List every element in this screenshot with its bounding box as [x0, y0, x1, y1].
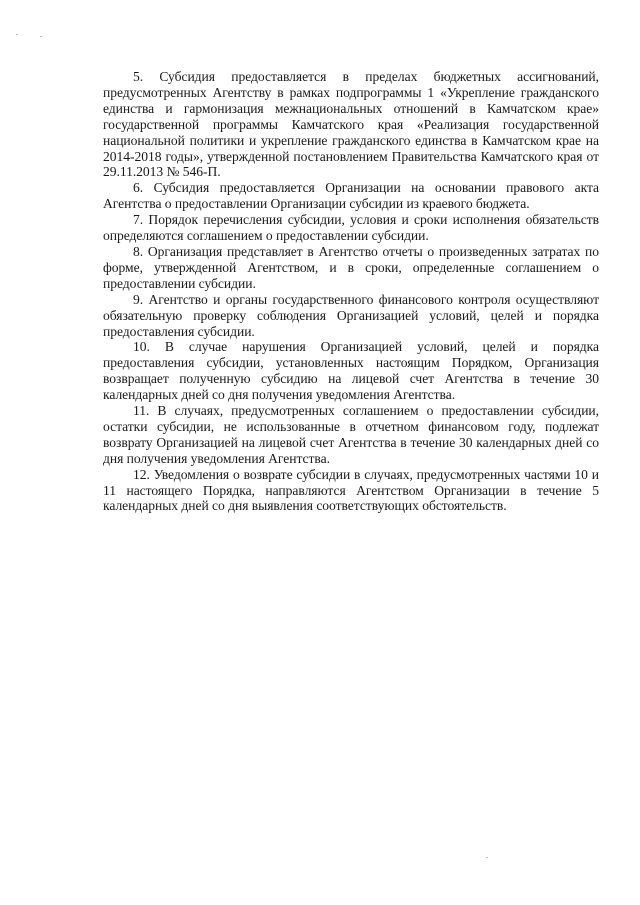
- paragraph-7: 7. Порядок перечисления субсидии, условия и сроки исполнения обязательств определяются соглашением о предоставлении субсидии.: [103, 212, 599, 244]
- paragraph-8: 8. Организация представляет в Агентство отчеты о произведенных затратах по форме, утвержденной Агентством, и в сроки, определенные соглашением о предоставлении субсидии.: [103, 243, 599, 291]
- scan-artifact-dot: [16, 34, 18, 35]
- scan-artifact-dot: [40, 36, 42, 37]
- scan-artifact-dot: [486, 857, 488, 858]
- paragraph-6: 6. Субсидия предоставляется Организации на основании правового акта Агентства о предоставлении Организации субсидии из краевого бюджета.: [103, 180, 599, 212]
- paragraph-9: 9. Агентство и органы государственного финансового контроля осуществляют обязательную проверку соблюдения Организацией условий, целей и порядка предоставления субсидии.: [103, 291, 599, 339]
- paragraph-12: 12. Уведомления о возврате субсидии в случаях, предусмотренных частями 10 и 11 настоящего Порядка, направляются Агентством Организации в течение 5 календарных дней со дня выявления соответствующих обстоятельств.: [103, 466, 599, 514]
- paragraph-5: 5. Субсидия предоставляется в пределах бюджетных ассигнований, предусмотренных Агентству в рамках подпрограммы 1 «Укрепление гражданского единства и гармонизация межнациональных отношений в Камчатском крае» государственной программы Камчатского края «Реализация государственной национальной политики и укрепление гражданского единства в Камчатском крае на 2014-2018 годы», утвержденной постановлением Правительства Камчатского края от 29.11.2013 № 546-П.: [103, 69, 599, 180]
- paragraph-11: 11. В случаях, предусмотренных соглашением о предоставлении субсидии, остатки субсидии, не использованные в отчетном финансовом году, подлежат возврату Организацией на лицевой счет Агентства в течение 30 календарных дней со дня получения уведомления Агентства.: [103, 403, 599, 466]
- document-body: [103, 69, 599, 514]
- paragraph-10: 10. В случае нарушения Организацией условий, целей и порядка предоставления субсидии, установленных настоящим Порядком, Организация возвращает полученную субсидию на лицевой счет Агентства в течение 30 календарных дней со дня получения уведомления Агентства.: [103, 339, 599, 403]
